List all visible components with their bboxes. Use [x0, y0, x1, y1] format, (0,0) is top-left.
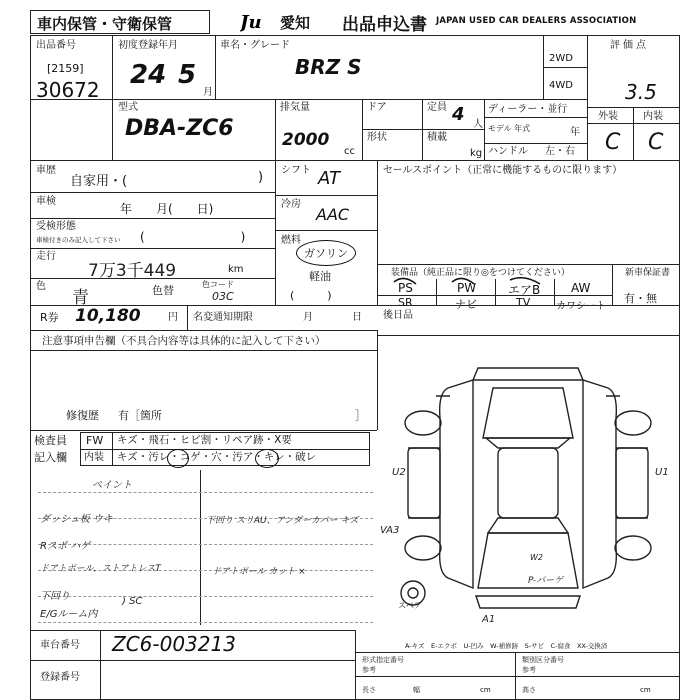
- km-unit: km: [228, 264, 244, 275]
- equip-navi: ナビ: [455, 298, 477, 311]
- note-dash: ダッシュ板 ウキ: [40, 514, 113, 525]
- interior-grade: C: [648, 130, 664, 155]
- form-ref-label: 参考: [362, 666, 376, 674]
- height-label: 高さ: [522, 686, 536, 694]
- note-door: ドアトポール、ストアトレスT: [40, 564, 161, 574]
- history-close: ): [258, 170, 264, 185]
- due-day: 日: [352, 312, 362, 323]
- note-sc: ) SC: [122, 596, 143, 607]
- inspector-label-1: 検査員: [34, 434, 67, 447]
- r-amount: 10,180: [75, 306, 141, 326]
- equip-ps: PS: [398, 281, 413, 295]
- receipt-note: 車検付きのみ記入して下さい: [36, 236, 121, 244]
- displacement-label: 排気量: [280, 102, 310, 113]
- note-under: 下回り: [40, 591, 70, 602]
- fw-label: FW: [86, 434, 104, 447]
- sales-label: セールスポイント（正常に機能するものに限ります）: [383, 165, 623, 176]
- aircon-label: 冷房: [281, 199, 301, 210]
- color-value: 青: [72, 288, 89, 308]
- mark-va3: VA3: [380, 525, 400, 536]
- capacity-label: 定員: [427, 102, 447, 113]
- history-value: 自家用・(: [70, 174, 128, 189]
- shift: AT: [318, 168, 340, 189]
- model-year-label: モデル 年式: [488, 124, 531, 133]
- mark-u2-left: U2: [392, 467, 406, 478]
- history-label: 車歴: [36, 165, 56, 176]
- car-name: BRZ S: [295, 55, 362, 79]
- repair-value: 有［箇所: [118, 409, 162, 422]
- displacement: 2000: [282, 130, 330, 150]
- dealer-label: ディーラー・並行: [488, 104, 568, 115]
- mark-w2: W2: [530, 553, 543, 562]
- color-label: 色: [36, 281, 46, 292]
- equip-pw: PW: [457, 281, 477, 295]
- score: 3.5: [625, 80, 657, 104]
- first-reg-label: 初度登録年月: [118, 40, 178, 51]
- capacity: 4: [452, 104, 465, 125]
- width-label: 幅: [413, 686, 420, 694]
- note-eg: E/Gルーム内: [40, 609, 98, 620]
- ju-logo: [240, 12, 280, 32]
- mileage-label: 走行: [36, 251, 56, 262]
- handle-options: 左・右: [545, 146, 575, 157]
- english-title: JAPAN USED CAR DEALERS ASSOCIATION: [436, 16, 637, 26]
- int-label: 内装: [84, 452, 104, 463]
- fuel-other: ( ): [290, 289, 332, 302]
- reg-label: 登録番号: [40, 672, 80, 683]
- warranty-label: 新車保証書: [625, 268, 671, 278]
- aircon: AAC: [316, 205, 350, 224]
- inspection-label: 車検: [36, 196, 56, 207]
- model-label: 型式: [118, 102, 138, 113]
- mark-p: P-パーゲ: [528, 576, 564, 586]
- r-label: R券: [40, 311, 59, 324]
- lot-number: 30672: [36, 78, 100, 102]
- mileage: 7万3千449: [88, 261, 177, 281]
- fw-items: キズ・飛石・ヒビ割・リペア跡・X要: [117, 434, 292, 446]
- due-label: 名変通知期限: [193, 312, 253, 323]
- car-name-label: 車名・グレード: [220, 40, 290, 51]
- warranty-options: 有・無: [624, 292, 657, 305]
- handle-label: ハンドル: [488, 146, 528, 157]
- exterior-label: 外装: [598, 111, 618, 122]
- equip-label: 装備品（純正品に限り◎をつけてください）: [391, 268, 570, 278]
- inspection-value: 年 月( 日): [120, 202, 214, 216]
- chassis-number: ZC6-003213: [112, 632, 236, 656]
- equip-aw: AW: [571, 281, 591, 295]
- drive-4wd: 4WD: [549, 80, 573, 91]
- later-label: 後日品: [383, 310, 413, 321]
- score-label: 評価点: [610, 40, 649, 51]
- cc-unit: cc: [344, 146, 355, 157]
- fuel-diesel: 軽油: [309, 270, 331, 283]
- interior-label: 内装: [643, 111, 663, 122]
- legend: A-キズ E-エクボ U-凹み W-補修跡 S-サビ C-腐食 XX-交換済: [405, 642, 608, 650]
- storage-title: 車内保管・守衛保管: [37, 15, 173, 33]
- reg-month-unit: 月: [203, 87, 213, 98]
- cm-unit-1: cm: [480, 686, 491, 694]
- color-code-label: 色コード: [202, 280, 234, 289]
- cat-ref-label: 参考: [522, 666, 536, 674]
- drive-2wd: 2WD: [549, 53, 573, 64]
- load-label: 積載: [427, 132, 447, 143]
- chassis-label: 車台番号: [40, 640, 80, 651]
- note-door-right: ドアトポール カット ×: [212, 567, 306, 577]
- receipt-value: ( ): [140, 230, 246, 244]
- note-rspo: Rスポ ハゲ: [40, 541, 91, 552]
- form-title: 出品申込書: [342, 15, 427, 35]
- lot-small: [2159]: [47, 62, 84, 75]
- repair-label: 修復歴: [66, 409, 99, 422]
- equip-leather: カワシート: [556, 301, 606, 312]
- notes-label: 注意事項申告欄（不具合内容等は具体的に記入して下さい）: [42, 335, 326, 347]
- spare-label: スペア: [398, 601, 422, 610]
- length-label: 長さ: [362, 686, 376, 694]
- note-paint: ペイント: [92, 480, 132, 491]
- receipt-label: 受検形態: [36, 221, 76, 232]
- equip-tv: TV: [516, 296, 531, 309]
- cm-unit-2: cm: [640, 686, 651, 694]
- color-code: 03C: [212, 290, 234, 303]
- fuel-label: 燃料: [281, 235, 301, 246]
- mark-u1-right: U1: [655, 467, 669, 478]
- int-items: キズ・汚レ・コゲ・穴・汚ア・キレ・破レ: [117, 451, 317, 463]
- cat-label: 類別区分番号: [522, 656, 564, 664]
- org-name: 愛知: [280, 14, 311, 32]
- inspector-label-2: 記入欄: [34, 451, 67, 464]
- person-unit: 人: [473, 119, 483, 130]
- fuel-gas: ガソリン: [304, 247, 348, 260]
- year-unit: 年: [570, 127, 580, 138]
- reg-year: 24: [130, 60, 167, 90]
- lot-label: 出品番号: [36, 40, 76, 51]
- equip-sr: SR: [398, 296, 413, 309]
- door-label: ドア: [367, 102, 387, 113]
- yen-unit: 円: [168, 312, 178, 323]
- svg-text:Ju: Ju: [240, 12, 262, 32]
- form-change-label: 形式指定番号: [362, 656, 404, 664]
- shape-label: 形状: [367, 132, 387, 143]
- color-change-label: 色替: [152, 284, 174, 297]
- reg-month: 5: [178, 60, 197, 90]
- kg-unit: kg: [470, 148, 483, 159]
- note-under-right: 下回り スリAU、アンダーカバー キズ: [206, 516, 359, 526]
- model-code: DBA-ZC6: [125, 116, 234, 141]
- mark-a1: A1: [482, 614, 496, 625]
- exterior-grade: C: [605, 130, 621, 155]
- due-month: 月: [303, 312, 313, 323]
- shift-label: シフト: [281, 165, 311, 176]
- repair-close: ］: [355, 409, 366, 422]
- equip-marks: [380, 274, 550, 296]
- equip-airbag: エアB: [508, 283, 541, 297]
